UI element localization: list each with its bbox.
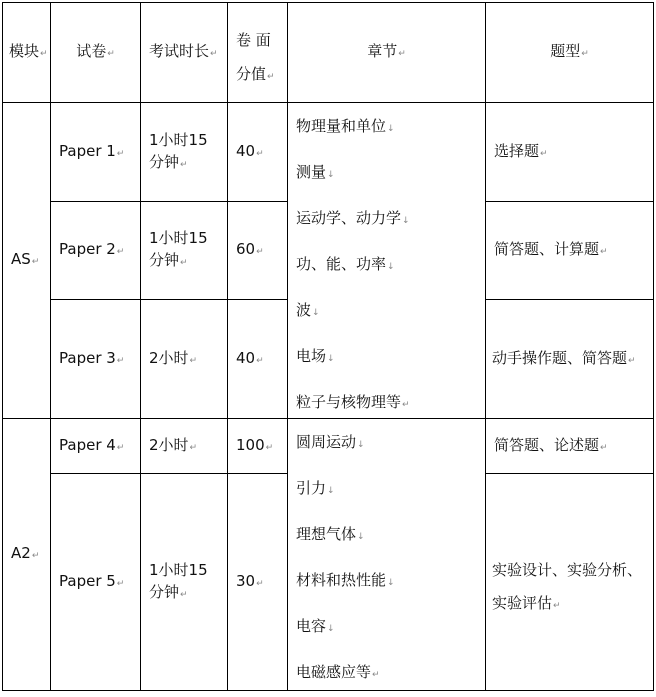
chapter-item: 运动学、动力学 ↓ [296, 197, 477, 243]
cell-text: Paper 3 ↵ [59, 347, 132, 372]
chapter-item: 粒子与核物理等 ↵ [296, 381, 477, 427]
paper-cell [50, 418, 141, 474]
chapter-item: 材料和热性能 ↓ [296, 559, 477, 605]
header-text: 题型 ↵ [550, 40, 589, 65]
score-cell [227, 418, 288, 474]
paper-cell [50, 473, 141, 691]
score-cell [227, 102, 288, 202]
cell-text: 分钟 ↵ [149, 581, 219, 606]
cell-text: 实验评估 ↵ [492, 592, 647, 617]
types-cell [485, 418, 654, 474]
cell-text: 2小时 ↵ [149, 434, 219, 459]
duration-cell [140, 201, 228, 300]
cell-text: 实验设计、实验分析、 [492, 560, 643, 579]
cell-text: 40 ↵ [236, 347, 279, 372]
paper-cell [50, 102, 141, 202]
cell-text: 100 ↵ [236, 434, 279, 459]
types-cell [485, 299, 654, 419]
score-cell [227, 299, 288, 419]
duration-cell [140, 473, 228, 691]
cell-text: 简答题、计算题 ↵ [494, 238, 645, 263]
header-text: 分值 ↵ [236, 63, 279, 88]
chapter-item: 引力 ↓ [296, 467, 477, 513]
module-a2 [2, 418, 51, 691]
cell-text: Paper 2 ↵ [59, 238, 132, 263]
chapter-item: 圆周运动 ↓ [296, 421, 477, 467]
chapter-item: 波 ↓ [296, 289, 477, 335]
duration-cell [140, 299, 228, 419]
types-cell [485, 473, 654, 691]
chapters-a2-cell [287, 418, 486, 691]
cell-text: 2小时 ↵ [149, 347, 219, 372]
cell-text: 动手操作题、简答题 ↵ [492, 347, 647, 372]
header-duration [140, 2, 228, 103]
cell-text: 1小时15 [149, 229, 208, 247]
cell-text: A2 ↵ [11, 542, 42, 567]
header-text: 试卷 ↵ [76, 40, 115, 65]
header-chapters [287, 2, 486, 103]
score-cell [227, 201, 288, 300]
types-cell [485, 201, 654, 300]
header-text: 考试时长 ↵ [149, 40, 219, 65]
chapters-as-cell [287, 102, 486, 419]
cell-text: 分钟 ↵ [149, 151, 219, 176]
header-paper [50, 2, 141, 103]
header-text: 模块 ↵ [9, 40, 44, 65]
cell-text: 分钟 ↵ [149, 249, 219, 274]
chapter-item: 电磁感应等 ↵ [296, 651, 477, 697]
cell-text: 1小时15 [149, 130, 208, 149]
header-score [227, 2, 288, 103]
cell-text: Paper 4 ↵ [59, 434, 132, 459]
chapter-item: 功、能、功率 ↓ [296, 243, 477, 289]
cell-text: 1小时15 [149, 560, 208, 579]
chapter-item: 理想气体 ↓ [296, 513, 477, 559]
header-text: 章节 ↵ [367, 40, 406, 65]
chapter-item: 电场 ↓ [296, 335, 477, 381]
duration-cell [140, 418, 228, 474]
types-cell [485, 102, 654, 202]
header-module [2, 2, 51, 103]
cell-text: Paper 5 ↵ [59, 570, 132, 595]
cell-text: 简答题、论述题 ↵ [494, 434, 645, 459]
cell-text: 40 ↵ [236, 140, 279, 165]
chapter-item: 测量 ↓ [296, 151, 477, 197]
chapter-item: 电容 ↓ [296, 605, 477, 651]
header-question-types [485, 2, 654, 103]
paper-cell [50, 201, 141, 300]
chapter-item: 物理量和单位 ↓ [296, 105, 477, 151]
paper-cell [50, 299, 141, 419]
cell-text: 30 ↵ [236, 570, 279, 595]
header-text: 卷 面 [236, 31, 271, 49]
cell-text: 60 ↵ [236, 238, 279, 263]
cell-text: 选择题 ↵ [494, 140, 645, 165]
module-as [2, 102, 51, 419]
duration-cell [140, 102, 228, 202]
cell-text: Paper 1 ↵ [59, 140, 132, 165]
cell-text: AS ↵ [11, 248, 42, 273]
score-cell [227, 473, 288, 691]
